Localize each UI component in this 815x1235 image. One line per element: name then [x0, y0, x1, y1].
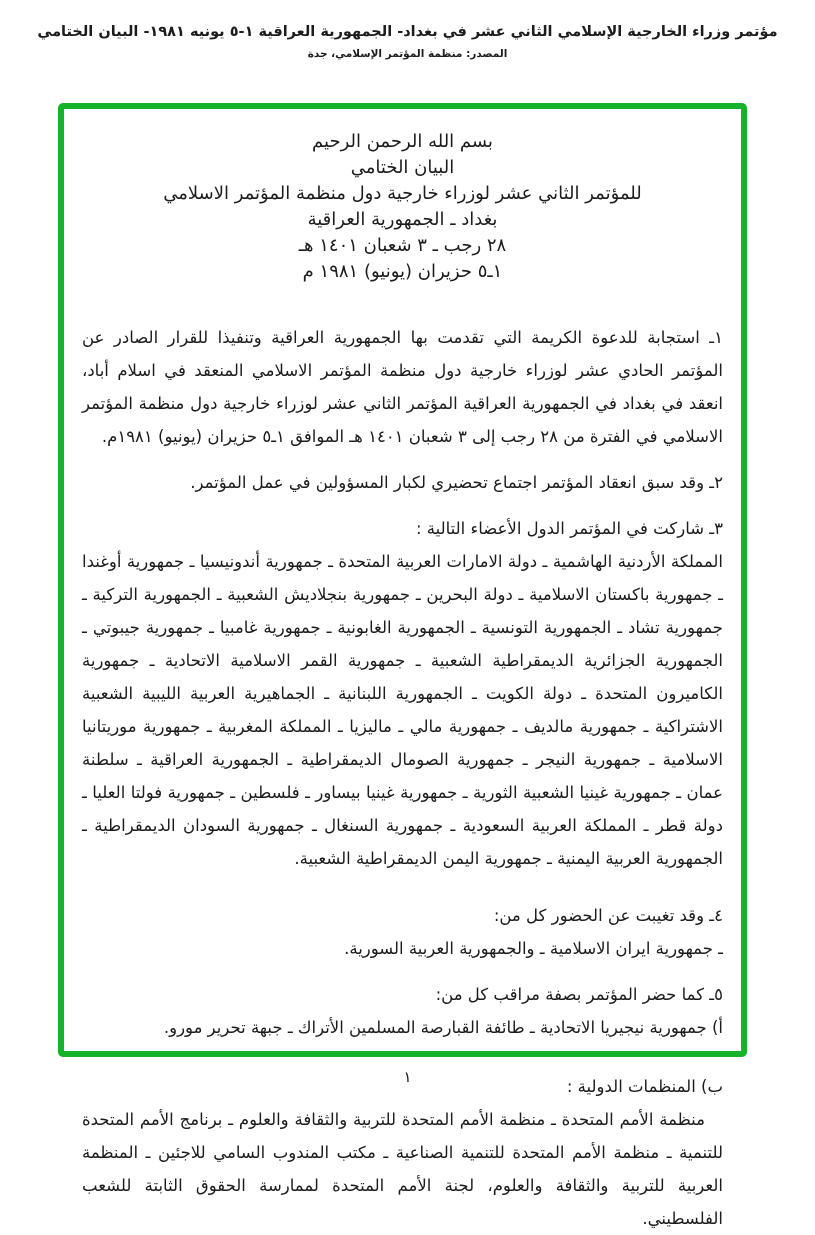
- header-title: مؤتمر وزراء الخارجية الإسلامي الثاني عشر في بغداد- الجمهورية العراقية ١-٥ يونيه ١٩٨١- البيان الختامي: [37, 24, 778, 40]
- page-number: ١: [403, 1068, 412, 1086]
- paragraph-3-heading: ٣ـ شاركت في المؤتمر الدول الأعضاء التالية :: [415, 519, 723, 538]
- paragraph-4-absent-states: ـ جمهورية ايران الاسلامية ـ والجمهورية العربية السورية.: [344, 939, 723, 958]
- paragraph-2: ٢ـ وقد سبق انعقاد المؤتمر اجتماع تحضيري لكبار المسؤولين في عمل المؤتمر.: [190, 473, 723, 492]
- header-source: المصدر: منظمة المؤتمر الإسلامي، جدة: [307, 48, 508, 60]
- title-conference-name: للمؤتمر الثاني عشر لوزراء خارجية دول منظمة المؤتمر الاسلامي: [163, 183, 642, 204]
- title-final-statement: البيان الختامي: [350, 157, 455, 178]
- paragraph-3-member-states: المملكة الأردنية الهاشمية ـ دولة الامارات العربية المتحدة ـ جمهورية أندونيسيا ـ جمهورية أوغندا ـ جمهورية باكستان الاسلامية ـ دولة البحرين ـ جمهورية بنجلاديش الشعبية ـ الجمهورية التركية ـ جمهورية تشاد ـ الجمهورية التونسية ـ الجمهورية الغابونية ـ جمهورية غامبيا ـ جمهورية جيبوتي ـ الجمهورية الجزائرية الديمقراطية الشعبية ـ جمهورية القمر الاسلامية الاتحادية ـ جمهورية الكاميرون المتحدة ـ دولة الكويت ـ الجمهورية اللبنانية ـ الجماهيرية العربية الليبية الشعبية الاشتراكية ـ جمهورية مالديف ـ جمهورية مالي ـ ماليزيا ـ المملكة المغربية ـ جمهورية موريتانيا الاسلامية ـ جمهورية النيجر ـ جمهورية الصومال الديمقراطية ـ الجمهورية العراقية ـ سلطنة عمان ـ جمهورية غينيا الشعبية الثورية ـ جمهورية غينيا بيساور ـ فلسطين ـ جمهورية فولتا العليا ـ دولة قطر ـ المملكة العربية السعودية ـ جمهورية السنغال ـ جمهورية السودان الديمقراطية ـ الجمهورية العربية اليمنية ـ جمهورية اليمن الديمقراطية الشعبية.: [82, 552, 723, 868]
- paragraph-5-observers: أ) جمهورية نيجيريا الاتحادية ـ طائفة القبارصة المسلمين الأتراك ـ جبهة تحرير مورو.: [163, 1018, 723, 1037]
- paragraph-5-heading: ٥ـ كما حضر المؤتمر بصفة مراقب كل من:: [435, 985, 723, 1004]
- title-location: بغداد ـ الجمهورية العراقية: [307, 209, 498, 230]
- document-body: [82, 321, 723, 1235]
- title-block: [82, 129, 723, 285]
- title-gregorian-date: ١ـ٥ حزيران (يونيو) ١٩٨١ م: [302, 261, 503, 282]
- page-header: [0, 24, 815, 60]
- paragraph-5b-organizations: منظمة الأمم المتحدة ـ منظمة الأمم المتحدة للتربية والثقافة والعلوم ـ برنامج الأمم المتحدة للتنمية ـ منظمة الأمم المتحدة للتنمية الصناعية ـ مكتب المندوب السامي للاجئين ـ المنظمة العربية للتربية والثقافة والعلوم، لجنة الأمم المتحدة لممارسة الحقوق الثابتة للشعب الفلسطيني.: [82, 1110, 723, 1228]
- title-hijri-date: ٢٨ رجب ـ ٣ شعبان ١٤٠١ هـ: [298, 235, 507, 256]
- document-frame: [58, 103, 747, 1228]
- paragraph-4-heading: ٤ـ وقد تغيبت عن الحضور كل من:: [493, 906, 723, 925]
- paragraph-1: ١ـ استجابة للدعوة الكريمة التي تقدمت بها الجمهورية العراقية وتنفيذا للقرار الصادر عن المؤتمر الحادي عشر لوزراء خارجية دول منظمة المؤتمر الاسلامي المنعقد في اسلام أباد، انعقد في بغداد في الجمهورية العراقية المؤتمر الثاني عشر لوزراء خارجية دول منظمة المؤتمر الاسلامي في الفترة من ٢٨ رجب إلى ٣ شعبان ١٤٠١ هـ الموافق ١ـ٥ حزيران (يونيو) ١٩٨١م.: [82, 328, 723, 446]
- title-basmala: بسم الله الرحمن الرحيم: [312, 131, 493, 152]
- paragraph-5b-heading: ب) المنظمات الدولية :: [566, 1077, 723, 1096]
